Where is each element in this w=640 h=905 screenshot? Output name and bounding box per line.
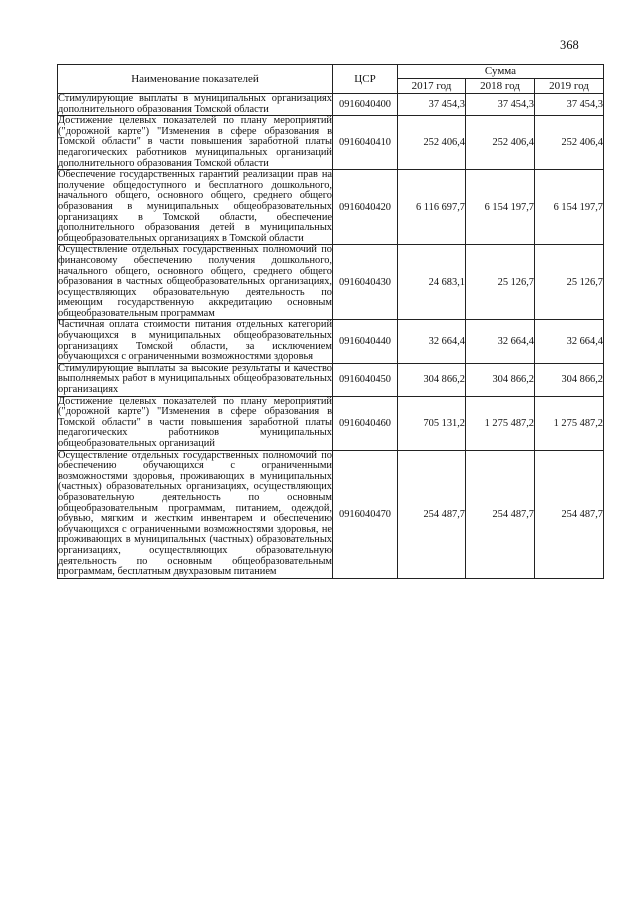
table-row (58, 320, 604, 363)
row-value-2017: 304 866,2 (398, 363, 466, 396)
row-value-2017: 32 664,4 (398, 320, 466, 363)
row-value-2019: 6 154 197,7 (535, 170, 604, 245)
row-csr: 0916040460 (333, 396, 398, 450)
row-value-2019: 1 275 487,2 (535, 396, 604, 450)
row-value-2018: 37 454,3 (466, 94, 535, 116)
row-name: Стимулирующие выплаты в муниципальных организациях дополнительного образования Томской области (58, 93, 332, 115)
row-value-2017: 24 683,1 (398, 245, 466, 320)
table-row (58, 396, 604, 450)
row-value-2019: 252 406,4 (535, 116, 604, 170)
row-csr: 0916040450 (333, 363, 398, 396)
row-value-2019: 254 487,7 (535, 450, 604, 578)
header-year-2017: 2017 год (398, 78, 466, 93)
row-value-2017: 705 131,2 (398, 396, 466, 450)
header-name: Наименование показателей (58, 65, 333, 94)
table-row (58, 170, 604, 245)
header-csr: ЦСР (333, 65, 398, 94)
table-row (58, 94, 604, 116)
row-csr: 0916040410 (333, 116, 398, 170)
row-name: Частичная оплата стоимости питания отдельных категорий обучающихся в муниципальных общеобразовательных организациях Томской области, за исключением обучающихся с ограниченными возможностями здоровья (58, 319, 332, 363)
row-value-2017: 37 454,3 (398, 94, 466, 116)
row-value-2018: 252 406,4 (466, 116, 535, 170)
table-row (58, 245, 604, 320)
budget-table (57, 64, 604, 579)
row-value-2018: 25 126,7 (466, 245, 535, 320)
row-value-2017: 6 116 697,7 (398, 170, 466, 245)
table-row (58, 363, 604, 396)
header-year-2019: 2019 год (535, 78, 604, 93)
row-name: Обеспечение государственных гарантий реализации прав на получение общедоступного и бесплатного дошкольного, начального общего, основного общего, среднего общего образования в муниципальных общеобразовательных организациях в Томской области, обеспечение дополнительного образования детей в муниципальных общеобразовательных организациях в Томской области (58, 169, 332, 244)
row-value-2017: 252 406,4 (398, 116, 466, 170)
row-name: Достижение целевых показателей по плану мероприятий ("дорожной карте") "Изменения в сфере образования в Томской области" в части повышения заработной платы педагогических работников муниципальных общеобразовательных организаций (58, 395, 332, 449)
row-name: Осуществление отдельных государственных полномочий по обеспечению обучающихся с ограниченными возможностями здоровья, проживающих в муниципальных (частных) образовательных организациях, осуществляющих образовательную деятельность по основным общеобразовательным программам, питанием, одеждой, обувью, мягким и жестким инвентарем и обеспечению обучающихся с ограниченными возможностями здоровья, не проживающих в муниципальных (частных) образовательных организациях, осуществляющих образовательную деятельность по основным общеобразовательным программам, бесплатным двухразовым питанием (58, 449, 332, 578)
table-row (58, 116, 604, 170)
row-name: Достижение целевых показателей по плану мероприятий ("дорожной карте") "Изменения в сфере образования в Томской области" в части повышения заработной платы педагогических работников муниципальных организаций дополнительного образования Томской области (58, 115, 332, 169)
row-value-2017: 254 487,7 (398, 450, 466, 578)
row-value-2019: 25 126,7 (535, 245, 604, 320)
row-csr: 0916040470 (333, 450, 398, 578)
row-value-2018: 1 275 487,2 (466, 396, 535, 450)
row-csr: 0916040420 (333, 170, 398, 245)
row-value-2018: 254 487,7 (466, 450, 535, 578)
row-value-2018: 32 664,4 (466, 320, 535, 363)
page-number: 368 (560, 38, 579, 52)
row-value-2018: 304 866,2 (466, 363, 535, 396)
row-name: Стимулирующие выплаты за высокие результаты и качество выполняемых работ в муниципальных общеобразовательных организациях (58, 362, 332, 396)
table-row (58, 450, 604, 578)
row-value-2019: 37 454,3 (535, 94, 604, 116)
row-value-2018: 6 154 197,7 (466, 170, 535, 245)
row-csr: 0916040400 (333, 94, 398, 116)
row-csr: 0916040440 (333, 320, 398, 363)
row-value-2019: 304 866,2 (535, 363, 604, 396)
row-csr: 0916040430 (333, 245, 398, 320)
row-name: Осуществление отдельных государственных полномочий по финансовому обеспечению получения дошкольного, начального общего, основного общего, среднего общего образования в частных общеобразовательных организациях, осуществляющих образовательную деятельность по имеющим государственную аккредитацию основным общеобразовательным программам (58, 244, 332, 319)
row-value-2019: 32 664,4 (535, 320, 604, 363)
header-year-2018: 2018 год (466, 78, 535, 93)
header-sum: Сумма (398, 65, 604, 79)
